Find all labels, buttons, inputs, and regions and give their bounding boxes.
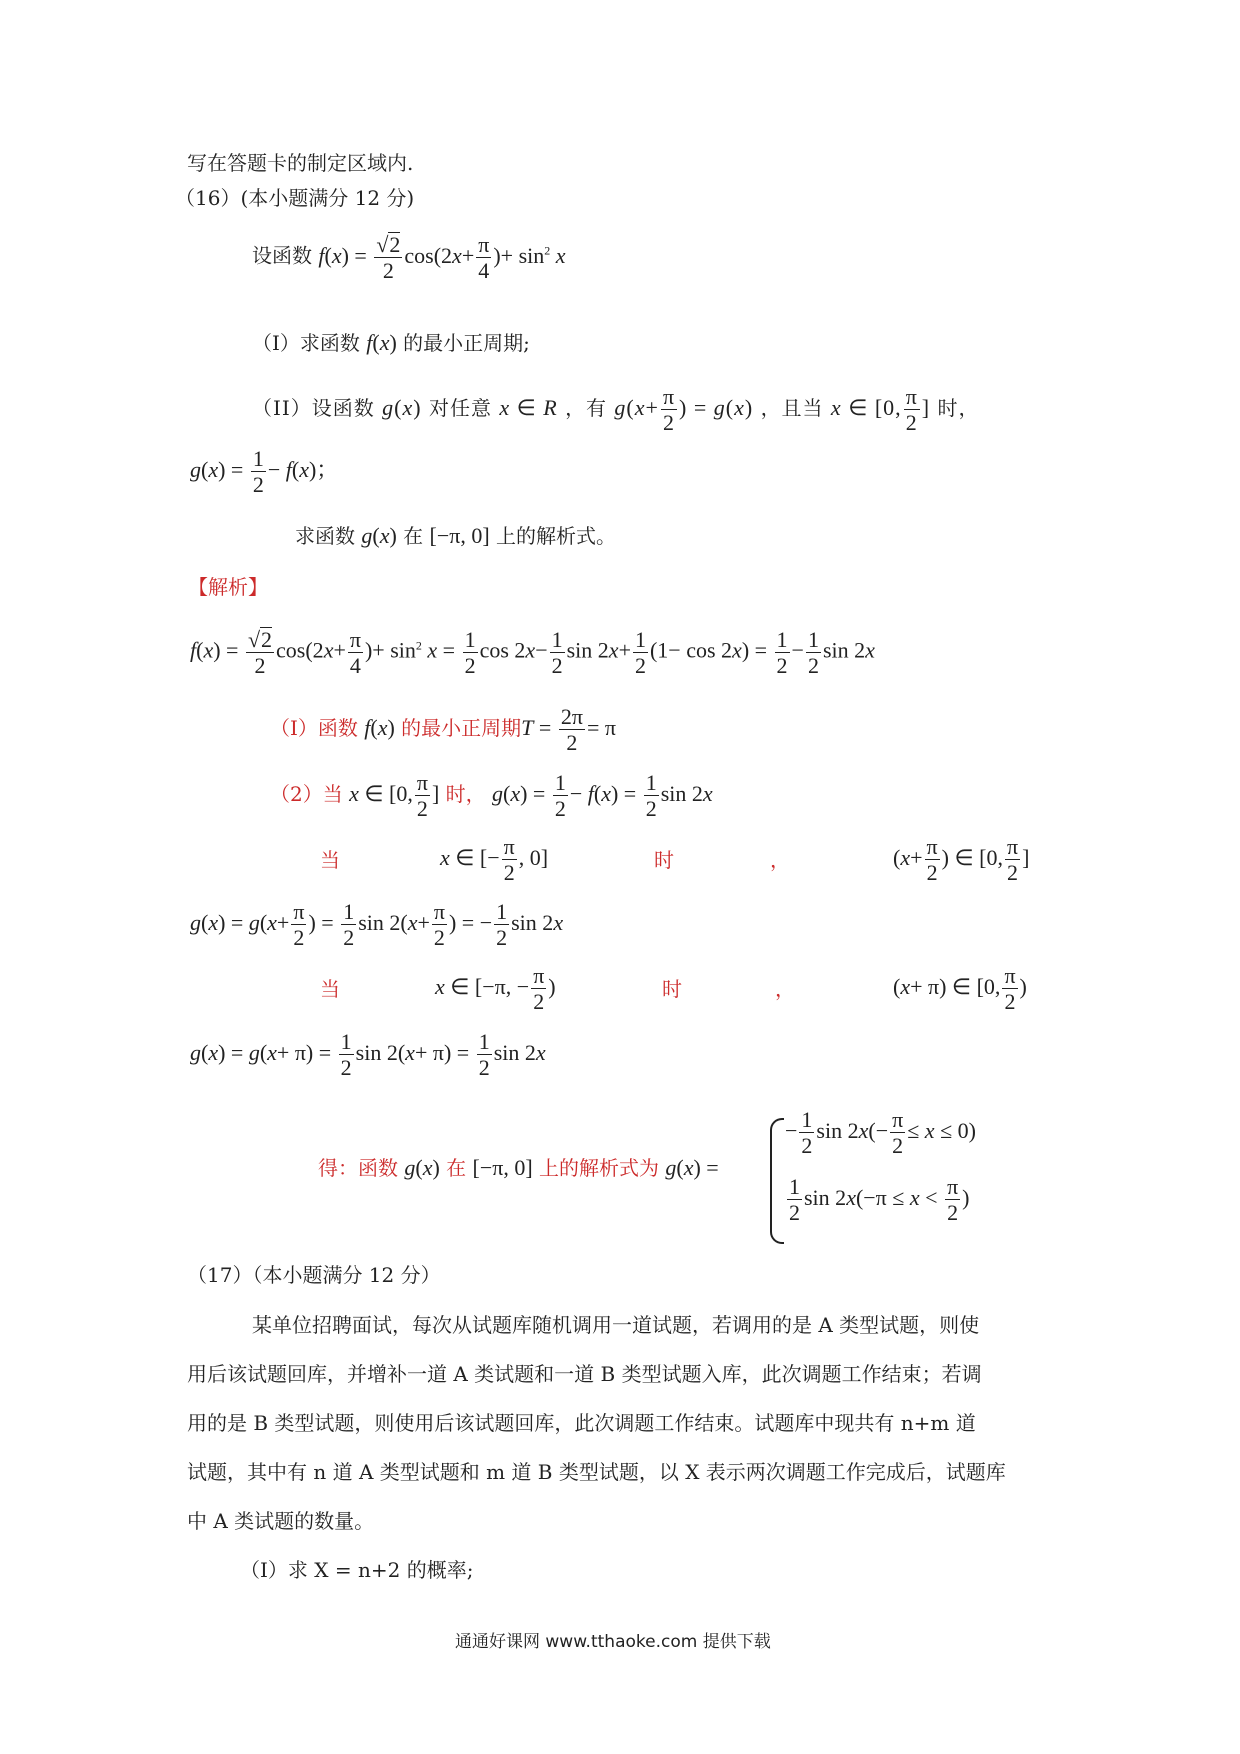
- conclusion-mid: 在: [446, 1156, 467, 1180]
- conclusion: 得：函数 g(x) 在 [−π, 0] 上的解析式为 g(x) =: [318, 1155, 719, 1180]
- q17-heading: （17）（本小题满分 12 分）: [187, 1263, 441, 1287]
- case-b-shi: 时: [662, 977, 682, 1001]
- q17-line-3: 用的是 B 类型试题，则使用后该试题回库，此次调题工作结束。试题库中现共有 n+m 道: [187, 1411, 976, 1435]
- solution-step2-mid: 时，: [445, 782, 486, 807]
- solution-step2-label: （2）当: [270, 782, 343, 807]
- q17-line-4: 试题，其中有 n 道 A 类型试题和 m 道 B 类型试题，以 X 表示两次调题工作完成后，试题库: [187, 1460, 1006, 1484]
- q17-line-1: 某单位招聘面试，每次从试题库随机调用一道试题，若调用的是 A 类型试题，则使: [252, 1313, 980, 1337]
- case-b-shift: (x+ π) ∈ [0, $\frac{\pi}{2}$ ): [893, 963, 1027, 1015]
- footer-text: 通通好课网 www.tthaoke.com 提供下载: [455, 1632, 771, 1652]
- q16-part2: （II）设函数 g(x) 对任意 x ∈ R ，有 g(x+ $\frac{\pi}{2}$ ) = g(x) ，且当 x ∈ [0, $\frac{\pi}{2}$ ] 时，: [252, 384, 980, 436]
- conclusion-tail: 上的解析式为: [539, 1156, 660, 1180]
- q16-prompt-label: 设函数: [252, 243, 312, 268]
- solution-step1-mid: 的最小正周期: [401, 716, 522, 741]
- conclusion-label: 得：函数: [318, 1156, 398, 1180]
- q17-line-5: 中 A 类试题的数量。: [187, 1509, 375, 1533]
- case-b-domain: x ∈ [−π, − $\frac{\pi}{2}$ ): [435, 963, 556, 1015]
- case-a-when: 当: [320, 848, 340, 872]
- piecewise-case-2: $\frac{1}{2}$ sin 2x(−π ≤ x < $\frac{\pi}{2}$ ): [789, 1174, 970, 1226]
- case-b-when: 当: [320, 977, 340, 1001]
- case-a-comma: ，: [770, 848, 790, 872]
- solution-step1-label: （I）函数: [270, 716, 358, 741]
- q16-part1-tail: 的最小正周期;: [403, 331, 530, 355]
- q16-part1: （I）求函数 f(x) 的最小正周期;: [252, 330, 530, 355]
- q16-g-definition: g(x) = $\frac{1}{2}$ − f(x)；: [190, 446, 339, 498]
- case-a-formula: g(x) = g(x+ $\frac{\pi}{2}$ ) = $\frac{1}{2}$ sin 2(x+ $\frac{\pi}{2}$ ) = − $\frac{1}{2}$ sin 2x: [190, 899, 564, 951]
- case-a-shift: (x+ $\frac{\pi}{2}$ ) ∈ [0, $\frac{\pi}{2}$ ]: [893, 834, 1030, 886]
- intro-text: 写在答题卡的制定区域内.: [187, 151, 414, 175]
- q17-part1: （I）求 X = n+2 的概率;: [240, 1558, 474, 1582]
- q16-part2-find: 求函数 g(x) 在 [−π, 0] 上的解析式。: [295, 523, 617, 548]
- solution-label: 【解析】: [188, 575, 268, 599]
- q16-function-definition: 设函数 f(x) = $\frac{√2}{2}$ cos(2x+ $\frac{\pi}{4}$ )+ $\sin^2 x$: [252, 231, 566, 284]
- solution-step2: （2）当 x ∈ [0, $\frac{\pi}{2}$ ] 时， g(x) = $\frac{1}{2}$ − f(x) = $\frac{1}{2}$ sin 2x: [270, 770, 713, 822]
- q17-line-2: 用后该试题回库，并增补一道 A 类试题和一道 B 类型试题入库，此次调题工作结束；若调: [187, 1362, 982, 1386]
- case-a-domain: x ∈ [− $\frac{\pi}{2}$ , 0]: [440, 834, 549, 886]
- q16-heading: （16）(本小题满分 12 分): [175, 186, 415, 210]
- q16-part2-find-mid: 在: [403, 524, 424, 548]
- q16-part2-mid1: 对任意: [428, 396, 492, 421]
- case-b-formula: g(x) = g(x+ π) = $\frac{1}{2}$ sin 2(x+ π) = $\frac{1}{2}$ sin 2x: [190, 1029, 546, 1081]
- q16-part2-mid4: 时，: [937, 396, 980, 421]
- q16-part2-find-label: 求函数: [295, 524, 355, 548]
- solution-derivation: f(x) = $\frac{√2}{2}$ cos(2x+ $\frac{\pi}{4}$ )+ $\sin^2 x$ = $\frac{1}{2}$ cos 2x− $\frac{1}{2}$ sin 2x+ $\frac{1}{2}$ (1− cos 2x) = $\frac{1}{2}$ − $\frac{1}{2}$ sin 2x: [190, 626, 875, 679]
- q16-part2-mid3: ，且当: [760, 396, 824, 421]
- case-b-comma: ，: [775, 977, 795, 1001]
- case-a-shi: 时: [654, 848, 674, 872]
- q16-part2-mid2: ，有: [565, 396, 608, 421]
- piecewise-brace: [770, 1118, 784, 1244]
- solution-step1: （I）函数 f(x) 的最小正周期T = $\frac{2\pi}{2}$ = π: [270, 704, 616, 756]
- q16-part2-label: （II）设函数: [252, 396, 375, 421]
- piecewise-case-1: − $\frac{1}{2}$ sin 2x(− $\frac{\pi}{2}$ ≤ x ≤ 0): [785, 1107, 976, 1159]
- q16-part2-find-tail: 上的解析式。: [496, 524, 617, 548]
- q16-part1-label: （I）求函数: [252, 331, 360, 355]
